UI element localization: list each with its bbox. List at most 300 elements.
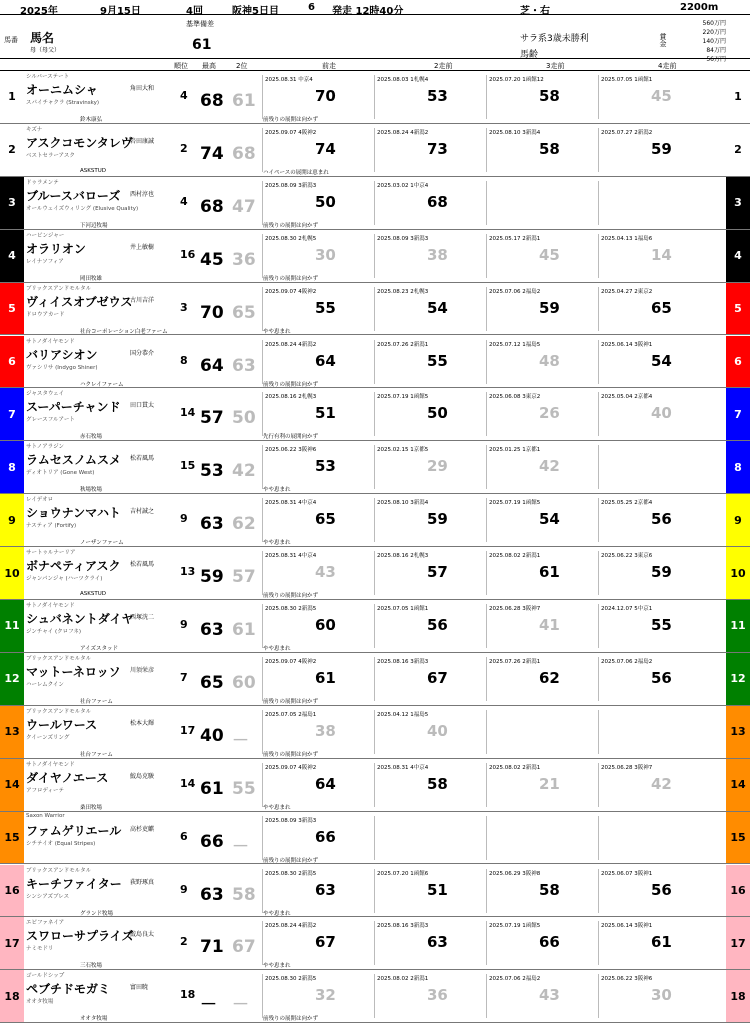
rating-box	[198, 132, 258, 172]
label-dam: 母（母父）	[30, 47, 61, 54]
past-race-date: 2025.06.28 3阪神7	[601, 764, 653, 771]
past-race-date: 2025.08.23 2札幌3	[377, 288, 429, 295]
past-race	[598, 340, 708, 384]
past-race-score: 54	[651, 351, 672, 370]
past-race-score: 54	[427, 298, 448, 317]
dam: シンシアズブレス	[26, 893, 70, 900]
past-race-date: 2025.08.30 2新潟5	[265, 870, 317, 877]
past-race-date: 2025.07.19 1函館5	[489, 923, 541, 930]
horse-info	[25, 283, 168, 335]
past-race-score: 61	[315, 668, 336, 687]
past-race	[262, 340, 372, 384]
post-rank: 14	[180, 406, 196, 420]
past-race-score: 60	[315, 616, 336, 634]
past-race-date: 2025.06.22 3阪神6	[601, 976, 653, 983]
jockey: 田口貫太	[130, 402, 155, 410]
horse-name[interactable]: ペブチドモガミ	[26, 982, 111, 997]
past-race-score: 32	[315, 986, 336, 1005]
best-score: 40	[200, 725, 224, 746]
past-race	[486, 710, 596, 754]
owner: 鈴木康弘	[80, 117, 103, 123]
past-race-date: 2025.06.07 3阪神1	[601, 870, 653, 877]
horse-name[interactable]: ボナペティアスク	[26, 559, 121, 574]
past-race	[374, 816, 484, 860]
surface: 芝・右	[520, 6, 550, 17]
post-rank: 8	[180, 353, 188, 367]
jockey: 岩田康誠	[130, 137, 155, 145]
past-race-score: 43	[539, 986, 560, 1005]
past-race-score: 42	[539, 457, 560, 476]
dam: ナスティア (Fortify)	[26, 523, 77, 530]
race-comment: やや恵まれ	[263, 487, 291, 494]
past-race	[598, 75, 708, 119]
umaban-left: 13	[0, 706, 24, 758]
jockey: 荻野琢真	[130, 878, 155, 886]
dam: ドロウアカード	[26, 311, 65, 318]
horse-info	[25, 547, 155, 599]
horse-name[interactable]: アスクコモンタレヴ	[26, 135, 133, 150]
sire: シルバーステート	[26, 74, 70, 80]
post-rank: 16	[180, 247, 196, 261]
past-race	[374, 234, 484, 278]
dam: ジンチャイ (クロフネ)	[26, 629, 82, 635]
past-race	[486, 128, 596, 172]
jockey: 吉村誠之	[130, 508, 155, 516]
sire: ブリックスアンドモルタル	[26, 655, 92, 662]
past-race	[262, 921, 372, 965]
past-race	[598, 710, 708, 754]
past-race-score: 58	[539, 87, 560, 105]
horse-name[interactable]: スワローサプライズ	[26, 929, 134, 944]
col-prev2: 2走前	[434, 62, 453, 70]
post-rank: 7	[180, 670, 188, 684]
post-rank: 9	[180, 618, 188, 631]
race-comment: やや恵まれ	[263, 646, 291, 652]
jockey: 西塚洸二	[130, 614, 155, 621]
umaban-left: 4	[0, 230, 24, 282]
owner: 赤石牧場	[80, 434, 103, 441]
past-race	[262, 234, 372, 278]
past-race	[374, 392, 484, 436]
dam: ヴァシリサ (Indygo Shiner)	[26, 364, 98, 371]
horse-name[interactable]: オーニムシャ	[26, 83, 98, 97]
race-comment: やや恵まれ	[263, 804, 291, 811]
past-race	[598, 181, 708, 225]
past-race-score: 56	[651, 510, 672, 529]
past-race-score: 65	[651, 298, 672, 317]
prize-2: 220万円	[702, 29, 726, 36]
horse-name[interactable]: キーチファイター	[26, 876, 122, 891]
past-race-score: 36	[427, 986, 448, 1005]
past-race-date: 2025.03.02 1中京4	[377, 182, 429, 189]
rating-box	[198, 396, 258, 436]
jockey: 古川吉洋	[130, 296, 155, 304]
owner: ハクレイファーム	[80, 381, 124, 388]
col-prev4: 4走前	[658, 62, 677, 70]
past-race-score: 57	[427, 563, 448, 582]
past-race-score: 45	[651, 87, 672, 105]
rating-box	[198, 185, 258, 225]
horse-row	[0, 336, 750, 389]
horse-row	[0, 230, 750, 283]
past-race	[374, 921, 484, 965]
horse-name[interactable]: マットーネロッソ	[26, 664, 121, 679]
race-comment: やや恵まれ	[263, 328, 291, 335]
best-score: 61	[200, 778, 224, 799]
past-race-date: 2025.06.29 3阪神8	[489, 870, 541, 877]
past-race-score: 66	[315, 827, 336, 846]
past-race-date: 2025.08.31 中京4	[265, 77, 313, 83]
jockey: 松本大輝	[130, 719, 155, 727]
past-race-score: 67	[315, 933, 336, 952]
past-race-score: 30	[651, 986, 672, 1005]
sire: サトノダイヤモンド	[26, 338, 75, 345]
best-score: 66	[200, 831, 224, 852]
past-race-score: 45	[539, 245, 560, 264]
prize-list	[676, 18, 726, 63]
past-race-date: 2025.07.26 2新潟1	[377, 341, 429, 348]
past-race	[262, 75, 372, 119]
owner: オオタ牧場	[80, 1016, 108, 1023]
horse-row	[0, 759, 750, 812]
horse-name[interactable]: ファムゲリエール	[26, 823, 122, 838]
past-race-date: 2025.08.02 2新潟1	[489, 553, 541, 560]
past-race-date: 2025.08.10 3新潟4	[377, 500, 429, 507]
past-race	[262, 763, 372, 807]
past-race	[262, 498, 372, 542]
horse-info	[25, 388, 155, 440]
umaban-right: 17	[726, 917, 750, 969]
horse-row	[0, 653, 750, 706]
past-race-date: 2025.08.30 2新潟5	[265, 976, 317, 983]
sire: ブリックスアンドモルタル	[26, 867, 92, 874]
second-score: 61	[232, 91, 256, 111]
umaban-left: 1	[0, 71, 24, 123]
race-number: 6	[308, 2, 315, 13]
past-race-date: 2025.08.09 3新潟3	[265, 182, 317, 189]
second-score: 68	[232, 143, 256, 164]
rating-box	[198, 925, 258, 965]
past-race-date: 2025.07.06 2福島2	[601, 658, 653, 665]
sire: ジャスタウェイ	[26, 391, 65, 398]
dam: グレースフルアート	[26, 417, 75, 424]
dam: スパイチャクラ (Stravinsky)	[26, 100, 100, 106]
horse-name[interactable]: ウールワース	[26, 717, 98, 732]
dam: ナミモドリ	[26, 946, 54, 953]
sire: ブリックスアンドモルタル	[26, 708, 92, 715]
past-race-date: 2025.01.25 1京都1	[489, 447, 541, 454]
past-race-score: 56	[651, 880, 672, 899]
past-race	[598, 498, 708, 542]
owner: ASKSTUD	[80, 591, 106, 598]
horse-row	[0, 71, 750, 124]
owner: ASKSTUD	[80, 167, 106, 174]
past-race-score: 50	[315, 192, 336, 211]
past-race-score: 55	[427, 351, 448, 370]
label-horse: 馬名	[30, 31, 55, 45]
race-class: サラ系3歳未勝利	[520, 34, 589, 44]
dam: クイーンズリング	[26, 734, 70, 741]
past-race-date: 2025.08.24 4新潟2	[377, 129, 429, 136]
past-race-date: 2025.08.10 3新潟4	[489, 129, 541, 136]
past-race-date: 2025.07.19 1函館5	[377, 394, 429, 401]
past-race-date: 2025.07.26 2新潟1	[489, 658, 541, 665]
page-header	[0, 0, 750, 15]
race-comment: ハイペースの展開は恵まれ	[263, 169, 329, 176]
umaban-right: 13	[726, 706, 750, 758]
past-race-date: 2025.09.07 4阪神2	[265, 288, 317, 295]
round: 4回	[186, 6, 203, 17]
past-race-score: 41	[539, 616, 560, 634]
dam: ベストセラーアスク	[26, 152, 75, 159]
past-race-score: 67	[427, 668, 448, 687]
past-race	[374, 657, 484, 701]
jockey: 井上敏樹	[130, 243, 155, 251]
post-rank: 2	[180, 935, 188, 949]
past-race-date: 2025.08.03 1札幌4	[377, 77, 429, 83]
rating-box	[198, 873, 258, 913]
past-race-date: 2025.04.13 1福島6	[601, 235, 653, 242]
past-race-date: 2025.06.22 3阪神6	[265, 447, 317, 454]
sire: サートゥルナーリア	[26, 550, 76, 557]
jockey: 角田大和	[130, 85, 155, 92]
past-race	[374, 551, 484, 595]
race-comment: 前残りの展開は向かず	[263, 222, 319, 229]
past-race	[598, 128, 708, 172]
best-score: 68	[200, 91, 224, 111]
past-race	[598, 604, 708, 648]
past-race	[374, 340, 484, 384]
past-race-date: 2025.07.06 2福島2	[489, 976, 541, 983]
past-race	[374, 869, 484, 913]
past-race-date: 2025.05.04 2京都4	[601, 394, 653, 401]
race-comment: 前残りの展開は向かず	[263, 698, 319, 705]
past-race-date: 2025.09.07 4阪神2	[265, 129, 317, 136]
owner: グランド牧場	[80, 910, 114, 917]
past-race	[262, 551, 372, 595]
umaban-right: 15	[726, 812, 750, 864]
weight-rule: 馬齢	[520, 50, 539, 60]
second-score: 65	[232, 302, 256, 323]
second-score: 60	[232, 672, 256, 693]
best-score: 63	[200, 884, 224, 905]
best-score: 65	[200, 672, 224, 693]
second-score: 42	[232, 461, 256, 482]
horse-row	[0, 600, 750, 653]
past-race-score: 54	[539, 510, 560, 529]
race-comment: 前残りの展開は向かず	[263, 117, 319, 123]
race-comment: やや恵まれ	[263, 910, 291, 917]
horse-info	[25, 230, 155, 282]
past-race	[598, 657, 708, 701]
col-best: 最高	[202, 62, 216, 70]
past-race	[374, 763, 484, 807]
horse-row	[0, 812, 750, 865]
horse-info	[25, 441, 155, 493]
best-score: －	[200, 995, 217, 1016]
horse-name[interactable]: ブルースバローズ	[26, 188, 121, 203]
past-race	[486, 287, 596, 331]
race-comment: やや恵まれ	[263, 540, 291, 547]
horse-info	[25, 177, 155, 229]
umaban-left: 10	[0, 547, 24, 599]
horse-info	[25, 917, 155, 969]
col-prev1: 前走	[322, 62, 336, 70]
past-race-score: 55	[651, 616, 672, 634]
best-score: 59	[200, 567, 224, 588]
umaban-right: 18	[726, 970, 750, 1022]
past-race-score: 59	[651, 563, 672, 582]
past-race	[262, 816, 372, 860]
best-score: 64	[200, 355, 224, 376]
past-race	[262, 974, 372, 1018]
second-score: 47	[232, 196, 256, 217]
past-race-date: 2025.05.25 2京都4	[601, 500, 653, 507]
horse-row	[0, 547, 750, 600]
past-race-score: 40	[651, 404, 672, 423]
second-score: 63	[232, 355, 256, 376]
past-race-score: 21	[539, 774, 560, 793]
best-score: 68	[200, 196, 224, 217]
best-score: 57	[200, 408, 224, 429]
horse-name[interactable]: スーパーチャンド	[26, 400, 121, 415]
umaban-right: 16	[726, 865, 750, 917]
past-race-date: 2025.07.05 1函館1	[377, 606, 429, 612]
owner: 三石牧場	[80, 963, 103, 970]
race-comment: やや恵まれ	[263, 963, 291, 970]
owner: 秋場牧場	[80, 487, 103, 494]
past-race	[486, 657, 596, 701]
past-race-score: 43	[315, 563, 336, 582]
past-race-score: 14	[651, 245, 672, 264]
past-race-score: 51	[315, 404, 336, 423]
past-race-date: 2025.09.07 4阪神2	[265, 658, 317, 665]
past-race-date: 2025.07.06 2福島2	[489, 288, 541, 295]
past-race-score: 53	[427, 87, 448, 105]
past-race-score: 59	[651, 139, 672, 158]
past-race-date: 2025.07.05 1函館1	[601, 77, 653, 83]
horse-info	[25, 759, 155, 811]
past-race-score: 53	[315, 457, 336, 476]
umaban-right: 3	[726, 177, 750, 229]
umaban-left: 3	[0, 177, 24, 229]
jockey: 西村淳也	[130, 190, 155, 198]
past-race-date: 2025.08.24 4新潟2	[265, 923, 317, 930]
past-race	[486, 445, 596, 489]
past-race-date: 2025.08.16 3新潟3	[377, 923, 429, 930]
past-race-date: 2025.06.14 3阪神1	[601, 341, 653, 348]
post-rank: 3	[180, 300, 188, 314]
past-race-score: 58	[539, 139, 560, 158]
sire: エピファネイア	[26, 920, 65, 927]
past-race-score: 48	[539, 351, 560, 370]
past-race	[598, 392, 708, 436]
horse-name[interactable]: シュバネントダイヤ	[26, 612, 134, 626]
past-race	[486, 869, 596, 913]
sire: キズナ	[26, 126, 43, 133]
horse-name[interactable]: バリアシオン	[26, 347, 98, 362]
jockey: 川須栄彦	[130, 666, 155, 674]
past-race	[262, 392, 372, 436]
past-race-date: 2025.08.02 2新潟1	[377, 976, 429, 983]
sire: ブリックスアンドモルタル	[26, 285, 92, 292]
prize-3: 140万円	[702, 38, 726, 45]
post-rank: 14	[180, 776, 196, 790]
past-race	[486, 604, 596, 648]
horse-info	[25, 865, 155, 917]
jockey: 国分恭介	[130, 349, 155, 357]
umaban-right: 9	[726, 494, 750, 546]
rating-box	[198, 449, 258, 489]
umaban-right: 4	[726, 230, 750, 282]
horse-name[interactable]: ラムセスノムスメ	[26, 453, 122, 468]
second-score: 57	[232, 567, 256, 588]
dam: ハーレムクイン	[26, 681, 64, 688]
rating-box	[198, 820, 258, 860]
past-race-date: 2025.07.27 2新潟2	[601, 129, 653, 136]
past-race-score: 70	[315, 87, 336, 105]
sire: Saxon Warrior	[26, 812, 65, 819]
owner: 社台ファーム	[80, 698, 113, 705]
past-race-date: 2025.06.08 3東京2	[489, 394, 541, 401]
past-race-date: 2025.08.09 3新潟3	[377, 235, 429, 242]
past-race	[374, 75, 484, 119]
jockey: 松若風馬	[130, 561, 155, 569]
horse-row	[0, 706, 750, 759]
past-race-score: 42	[651, 774, 672, 793]
owner: ノーザンファーム	[80, 540, 124, 547]
past-race-date: 2025.08.16 2札幌3	[265, 394, 317, 401]
race-comment: 先行有利の展開向かず	[263, 434, 319, 441]
past-race-date: 2025.08.02 2新潟1	[489, 764, 541, 771]
second-score: 50	[232, 408, 256, 429]
column-headers	[0, 58, 750, 71]
umaban-right: 5	[726, 283, 750, 335]
past-race	[486, 816, 596, 860]
horse-name[interactable]: ヴィイスオブゼウス	[26, 294, 133, 309]
horse-row	[0, 494, 750, 547]
past-race	[374, 498, 484, 542]
dam: オオタ牧場	[26, 999, 54, 1006]
past-race-date: 2025.08.31 4中京4	[265, 553, 317, 560]
past-race	[598, 921, 708, 965]
past-race	[486, 392, 596, 436]
horse-name[interactable]: ショウナンマハト	[26, 506, 121, 521]
horse-info	[25, 336, 155, 388]
past-race-score: 68	[427, 192, 448, 211]
horse-info	[25, 812, 155, 864]
past-race-date: 2025.05.17 2新潟1	[489, 235, 541, 242]
post-rank: 4	[180, 194, 188, 208]
past-race-score: 40	[427, 721, 448, 740]
past-race	[598, 974, 708, 1018]
umaban-left: 12	[0, 653, 24, 705]
past-race-score: 56	[427, 616, 448, 634]
rating-box	[198, 661, 258, 701]
dam: レイナソフィア	[26, 258, 64, 265]
horse-info	[25, 71, 155, 123]
horse-name[interactable]: オラリオン	[26, 241, 86, 256]
past-race-date: 2025.06.22 3東京6	[601, 553, 653, 560]
post-rank: 4	[180, 89, 188, 102]
dam: ディオトリア (Gone West)	[26, 470, 95, 477]
umaban-right: 2	[726, 124, 750, 176]
umaban-left: 9	[0, 494, 24, 546]
horse-name[interactable]: ダイヤノエース	[26, 770, 109, 785]
past-race-date: 2025.07.20 1函館6	[377, 870, 429, 877]
umaban-left: 7	[0, 388, 24, 440]
horse-info	[25, 970, 155, 1022]
